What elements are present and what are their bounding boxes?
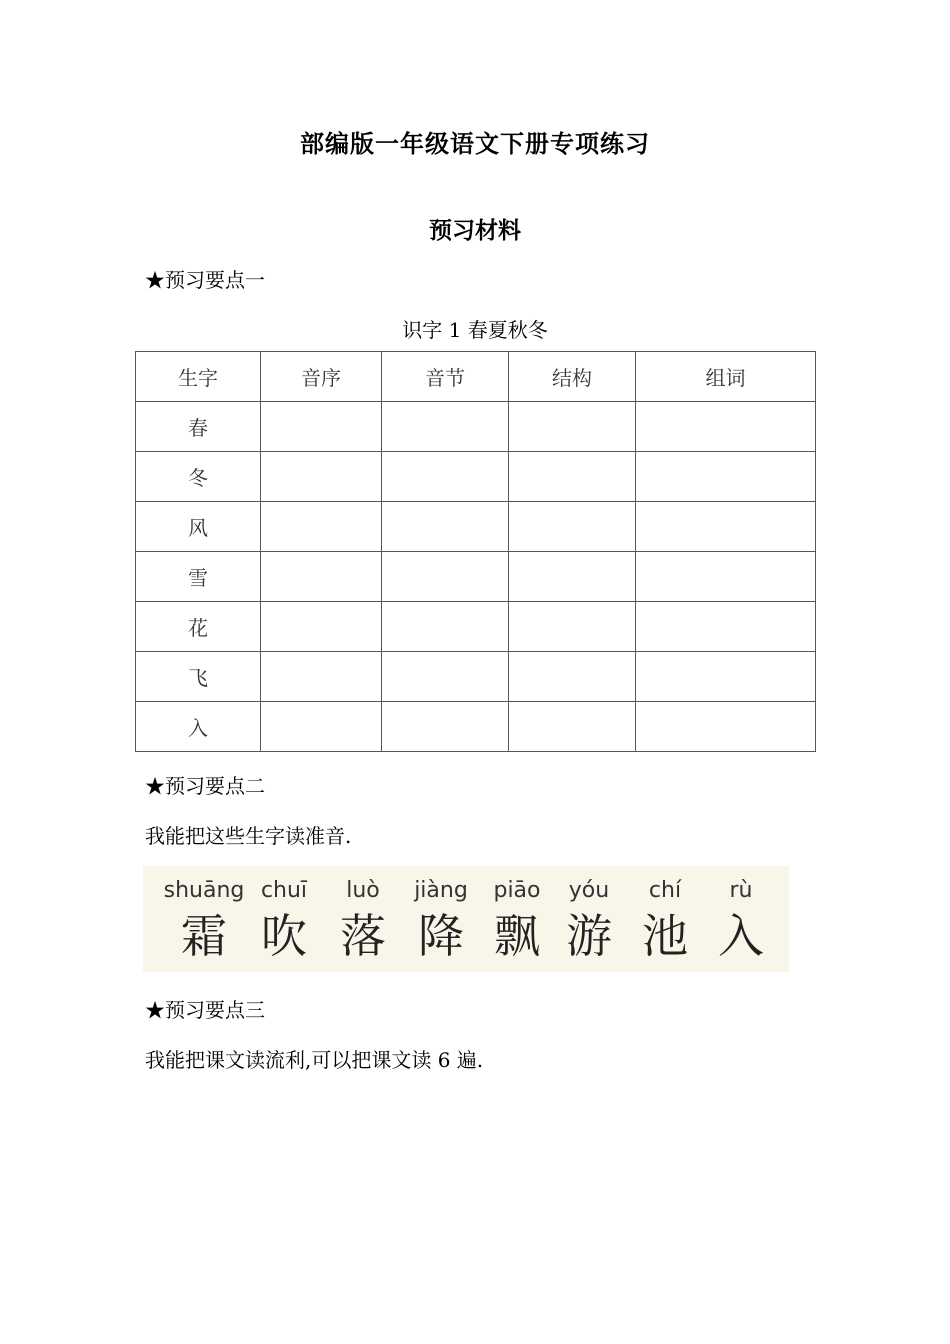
initial-answer-cell[interactable] [261, 502, 382, 552]
structure-answer-cell[interactable] [509, 652, 636, 702]
header-cell-structure: 结构 [509, 352, 636, 402]
words-answer-cell[interactable] [636, 552, 816, 602]
table-row [136, 602, 816, 652]
header-cell-initial: 音序 [261, 352, 382, 402]
pinyin-label: rù [729, 878, 753, 903]
character-cell: 春 [136, 402, 261, 452]
table-row [136, 552, 816, 602]
initial-answer-cell[interactable] [261, 702, 382, 752]
table-row [136, 702, 816, 752]
hanzi-character: 霜 [181, 909, 227, 963]
pinyin-label: shuāng [163, 878, 245, 903]
hanzi-character: 落 [340, 909, 386, 963]
initial-answer-cell[interactable] [261, 602, 382, 652]
point-three-instruction: 我能把课文读流利,可以把课文读 6 遍. [145, 1048, 484, 1072]
character-cell: 雪 [136, 552, 261, 602]
document-title: 部编版一年级语文下册专项练习 [300, 130, 650, 158]
initial-answer-cell[interactable] [261, 552, 382, 602]
pinyin-label: luò [346, 878, 380, 903]
syllable-answer-cell[interactable] [382, 452, 509, 502]
character-table [135, 351, 816, 752]
table-row [136, 402, 816, 452]
hanzi-character: 入 [718, 909, 764, 963]
section-title: 预习材料 [429, 218, 521, 244]
character-cell: 冬 [136, 452, 261, 502]
point-one-heading: ★预习要点一 [145, 268, 265, 292]
point-two-instruction: 我能把这些生字读准音. [145, 824, 352, 848]
structure-answer-cell[interactable] [509, 552, 636, 602]
syllable-answer-cell[interactable] [382, 602, 509, 652]
header-cell-words: 组词 [636, 352, 816, 402]
structure-answer-cell[interactable] [509, 502, 636, 552]
lesson-title: 识字 1 春夏秋冬 [402, 318, 548, 342]
syllable-answer-cell[interactable] [382, 702, 509, 752]
words-answer-cell[interactable] [636, 502, 816, 552]
syllable-answer-cell[interactable] [382, 502, 509, 552]
pinyin-character-strip [143, 866, 789, 972]
syllable-answer-cell[interactable] [382, 552, 509, 602]
pinyin-label: yóu [568, 878, 610, 903]
structure-answer-cell[interactable] [509, 702, 636, 752]
hanzi-character: 游 [566, 909, 612, 963]
point-three-heading: ★预习要点三 [145, 998, 265, 1022]
point-two-heading: ★预习要点二 [145, 774, 265, 798]
table-row [136, 652, 816, 702]
character-cell: 花 [136, 602, 261, 652]
words-answer-cell[interactable] [636, 702, 816, 752]
pinyin-label: chí [648, 878, 682, 903]
table-row [136, 452, 816, 502]
character-cell: 入 [136, 702, 261, 752]
words-answer-cell[interactable] [636, 652, 816, 702]
header-cell-syllable: 音节 [382, 352, 509, 402]
hanzi-character: 降 [418, 909, 464, 963]
syllable-answer-cell[interactable] [382, 402, 509, 452]
syllable-answer-cell[interactable] [382, 652, 509, 702]
hanzi-character: 池 [642, 909, 688, 963]
initial-answer-cell[interactable] [261, 402, 382, 452]
pinyin-label: chuī [260, 878, 308, 903]
pinyin-label: piāo [493, 878, 541, 903]
words-answer-cell[interactable] [636, 452, 816, 502]
words-answer-cell[interactable] [636, 402, 816, 452]
character-cell: 风 [136, 502, 261, 552]
hanzi-character: 吹 [261, 909, 307, 963]
table-header-row [136, 352, 816, 402]
table-row [136, 502, 816, 552]
structure-answer-cell[interactable] [509, 402, 636, 452]
hanzi-character: 飘 [494, 909, 540, 963]
initial-answer-cell[interactable] [261, 652, 382, 702]
pinyin-label: jiàng [414, 878, 468, 903]
structure-answer-cell[interactable] [509, 452, 636, 502]
structure-answer-cell[interactable] [509, 602, 636, 652]
initial-answer-cell[interactable] [261, 452, 382, 502]
character-cell: 飞 [136, 652, 261, 702]
words-answer-cell[interactable] [636, 602, 816, 652]
header-cell-character: 生字 [136, 352, 261, 402]
